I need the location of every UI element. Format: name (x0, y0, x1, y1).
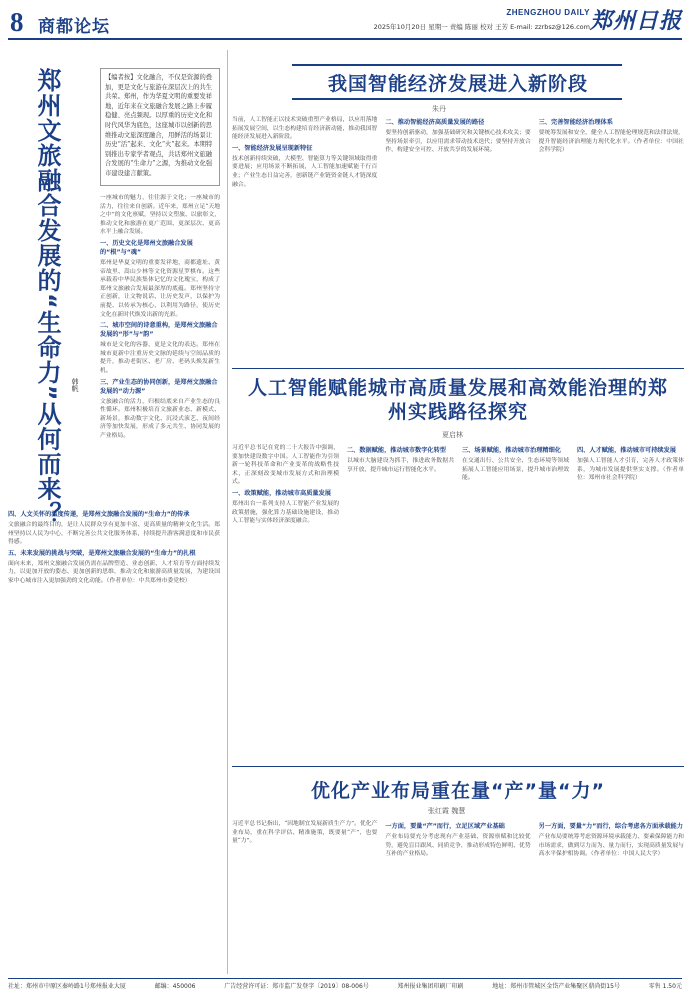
left-subhead-4: 四、人文关怀的温度传递，是郑州文旅融合发展的“生命力”的传承 (8, 511, 190, 518)
footer-address: 社址：郑州市中原区秦岭路1号郑州报业大厦 (8, 983, 126, 990)
article1-subhead-2: 二、推动智能经济高质量发展的路径 (385, 119, 485, 126)
article3-para-1: 产业布局要充分考虑现有产业基础、资源禀赋和比较优势，避免盲目跟风、同质竞争，推动形成特色鲜明、优势互补的产业格局。 (385, 834, 531, 858)
article1-title: 我国智能经济发展进入新阶段 (327, 73, 588, 95)
left-article-bottom (8, 508, 220, 974)
article3-body (232, 820, 684, 970)
article1-para-2: 要坚持创新驱动，加强基础研究和关键核心技术攻关；要坚持场景牵引，以应用需求带动技术迭代；要坚持开放合作，构建安全可控、开放共享的发展环境。 (385, 130, 531, 154)
article2-para-2: 以城市大脑建设为抓手，推进政务数据共享开放，提升城市运行智能化水平。 (347, 458, 454, 473)
footer-postcode: 邮编：450006 (154, 983, 196, 990)
left-subhead-5: 五、未来发展的挑战与突破，是郑州文旅融合发展的“生命力”的扎根 (8, 549, 196, 557)
article2-para-1: 郑州出台一系列支持人工智能产业发展的政策措施，强化算力基础设施建设，推动人工智能与实体经济深度融合。 (232, 500, 339, 525)
left-subhead-3: 三、产业生态的协同创新，是郑州文旅融合发展的“动力源” (100, 378, 218, 395)
article1-body (232, 116, 684, 361)
article1-subhead-3: 三、完善智能经济治理体系 (538, 119, 613, 126)
left-para-4: 文旅融合的最终目的，是让人民群众享有更加丰富、更高质量的精神文化生活。郑州坚持以人民为中心，不断完善公共文化服务体系，持续提升游客满意度和市民获得感。 (8, 522, 220, 546)
column-divider (227, 50, 228, 974)
page-number: 8 (10, 7, 24, 37)
footer-printer: 郑州报业集团印刷厂印刷 (397, 983, 464, 990)
article2-title: 人工智能赋能城市高质量发展和高效能治理的郑州实践路径探究 (247, 377, 668, 423)
left-article-author: 韩帆 (71, 378, 79, 392)
left-article-title: 郑州文旅融合发展的“生命力”从何而来？ (33, 68, 61, 527)
left-para-2: 城市是文化的容器，更是文化的表达。郑州在城市更新中注重历史文脉的延续与空间品质的提升，推动老街区、老厂房、老码头焕发新生机。 (100, 342, 220, 374)
footer (8, 978, 682, 992)
left-subhead-1: 一、历史文化是郑州文旅融合发展的“根”与“魂” (100, 239, 193, 256)
article1-para-1: 技术创新持续突破，大模型、智能算力等关键领域取得重要进展；应用场景不断拓展，人工智能加速赋能千行百业；产业生态日益完善，创新链产业链资金链人才链深度融合。 (232, 155, 378, 188)
issue-meta: 2025年10月20日 星期一 责编 陈丽 校对 王芳 E-mail: zzrbsz@126.com (373, 23, 590, 31)
divider-1 (232, 368, 684, 369)
footer-ad-license: 广告经营许可证：郑市监广发登字〔2019〕08-006号 (224, 983, 369, 990)
footer-printer-address: 地址：郑州市管城区金岱产业集聚区鼎尚街15号 (492, 983, 620, 990)
article2-subhead-1: 一、政策赋能，推动城市高质量发展 (232, 489, 331, 497)
left-para-5: 面向未来，郑州文旅融合发展仍需在品牌塑造、业态创新、人才培育等方面持续发力，以更加开放的姿态、更加创新的思维，推动文化和旅游高质量发展，为建设国家中心城市注入更加强劲的文化动能。（作者单位：中共郑州市委党校） (8, 560, 220, 584)
article3-lead: 习近平总书记指出，“因地制宜发展新质生产力”。优化产业布局，重在科学评估、精准施策，既要量“产”，也要量“力”。 (232, 821, 378, 845)
section-title: 商都论坛 (38, 17, 110, 37)
left-lead: 一座城市的魅力，往往源于文化；一座城市的活力，往往来自创新。近年来，郑州立足“天地之中”的文化禀赋，坚持以文塑旅、以旅彰文，推动文化和旅游在更广范围、更深层次、更高水平上融合发展。 (100, 195, 220, 236)
article2-para-3: 在交通出行、公共安全、生态环境等领域拓展人工智能应用场景，提升城市治理效能。 (462, 458, 569, 482)
article3-title: 优化产业布局重在量“产”量“力” (311, 780, 605, 802)
article2-subhead-2: 二、数据赋能，推动城市数字化转型 (347, 447, 446, 454)
article1-lead: 当前，人工智能正以技术突破重塑产业格局，以应用落地拓展发展空间，以生态构建培育经济新动能，推动我国智能经济发展进入新阶段。 (232, 117, 378, 141)
article1-para-3: 要统筹发展和安全，健全人工智能伦理规范和法律法规，提升智能经济治理能力现代化水平。（作者单位：中国社会科学院） (538, 130, 684, 154)
article3-author: 张红霞 魏慧 (428, 807, 466, 815)
left-article-body (100, 194, 220, 524)
left-article (8, 46, 222, 974)
left-para-3: 文旅融合的活力，归根结底来自产业生态的良性循环。郑州积极培育文旅新业态、新模式、新场景，推动数字文化、沉浸式演艺、夜间经济等加快发展，形成了多元共生、协同发展的产业格局。 (100, 398, 220, 439)
article2-subhead-4: 四、人才赋能，推动城市可持续发展 (577, 447, 676, 454)
article2-body (232, 444, 684, 759)
article2-para-4: 加强人工智能人才引育，完善人才政策体系，为城市发展提供坚实支撑。（作者单位：郑州市社会科学院） (577, 458, 684, 482)
header-right (352, 6, 682, 38)
newspaper-pinyin: ZHENGZHOU DAILY (506, 8, 590, 17)
editor-note: 【编者按】文化融合，不仅是资源的叠加，更是文化与旅游在深层次上的共生共荣。郑州，作为华夏文明的重要发祥地，近年来在文旅融合发展之路上步履稳健、亮点频现。以厚重的历史文化和时代风华为底色，这座城市以创新的思维推动文旅深度融合，用鲜活的场景让历史“活”起来、文化“火”起来。本期特别推出专家学者观点，共话郑州文旅融合发展的“生命力”之源，为推动文化强市建设建言献策。 (100, 68, 220, 186)
article2-author: 夏启林 (442, 431, 463, 439)
article3-subhead-1: 一方面，要量“产”而行，立足区域产业基础 (385, 823, 505, 830)
footer-price: 零售 1.50元 (648, 983, 682, 990)
article1-author: 朱丹 (432, 105, 446, 113)
divider-2 (232, 766, 684, 767)
article2-subhead-3: 三、场景赋能，推动城市治理精细化 (462, 447, 561, 454)
article1-subhead-1: 一、智能经济发展呈现新特征 (232, 144, 313, 152)
article2-lead: 习近平总书记在党的二十大报告中强调，要加快建设数字中国。人工智能作为引领新一轮科技革命和产业变革的战略性技术，正深刻改变城市发展方式和治理模式。 (232, 445, 339, 486)
newspaper-logo: 郑州日报 (589, 8, 682, 34)
masthead (8, 6, 682, 40)
left-subhead-2: 二、城市空间的诗意重构，是郑州文旅融合发展的“形”与“韵” (100, 322, 218, 339)
article3-para-2: 产业布局要统筹考虑资源环境承载能力、要素保障能力和市场需求，做到尽力而为、量力而行，实现高质量发展与高水平保护相协调。（作者单位：中国人民大学） (538, 834, 684, 858)
article3-subhead-2: 另一方面，要量“力”而行，综合考虑各方面承载能力 (538, 823, 683, 830)
left-para-1: 郑州是华夏文明的重要发祥地，商都遗址、黄帝故里、嵩山少林等文化资源星罗棋布。这些承载着中华民族集体记忆的文化瑰宝，构成了郑州文旅融合发展最深厚的底蕴。郑州坚持守正创新，让文物说话、让历史发声，以保护为前提、以传承为核心、以利用为路径，使历史文化在新时代焕发出新的光彩。 (100, 259, 220, 318)
